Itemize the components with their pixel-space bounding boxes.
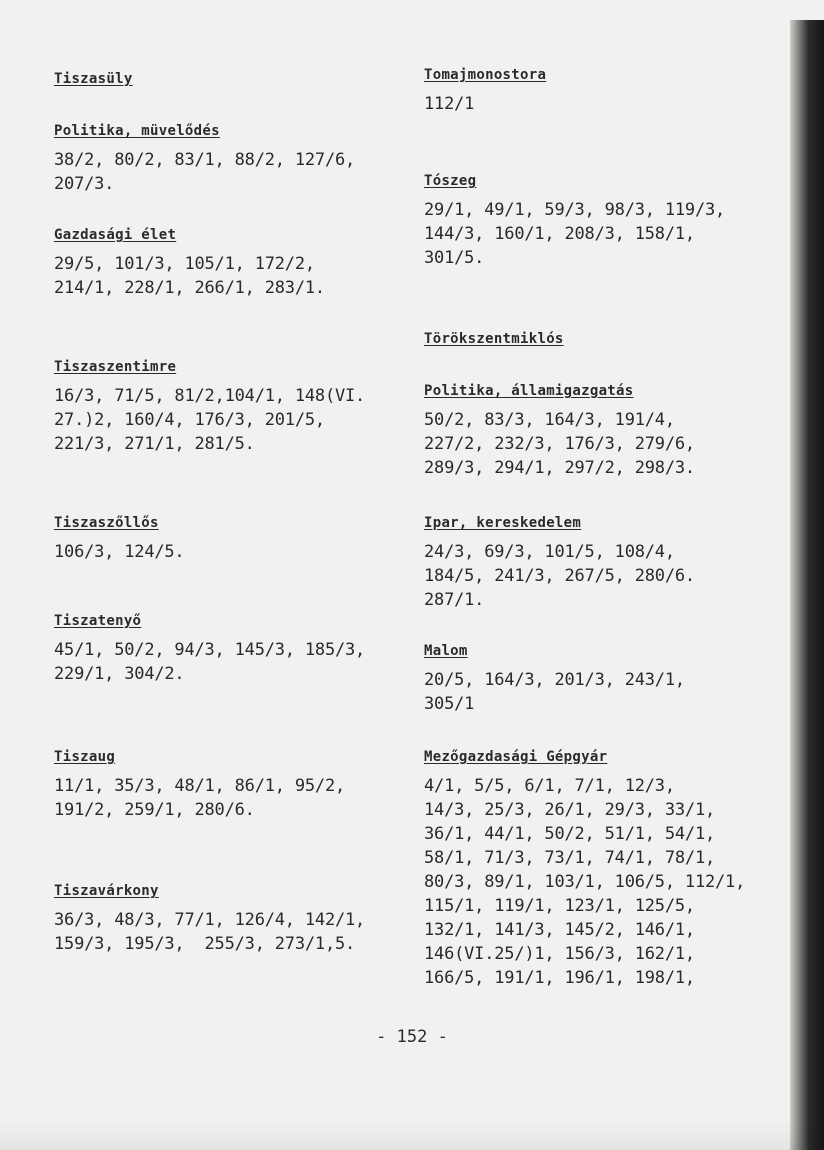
index-entry-malom (424, 640, 685, 716)
page-reference-line: 14/3, 25/3, 26/1, 29/3, 33/1, (424, 800, 716, 820)
index-entry-ipar-kereskedelem (424, 512, 695, 612)
page-reference-line: 159/3, 195/3, 255/3, 273/1,5. (54, 934, 356, 954)
index-entry-tiszasuly (54, 68, 133, 96)
index-entry-politika-muvelodes (54, 120, 355, 196)
entry-heading: Tiszaug (54, 749, 116, 765)
page-reference-line: 301/5. (424, 248, 485, 268)
page-reference-line: 24/3, 69/3, 101/5, 108/4, (424, 542, 675, 562)
page-edge-shadow (790, 20, 824, 1150)
entry-heading: Tomajmonostora (424, 67, 547, 83)
page-reference-line: 289/3, 294/1, 297/2, 298/3. (424, 458, 695, 478)
entry-heading: Ipar, kereskedelem (424, 515, 582, 531)
page-reference-line: 112/1 (424, 94, 475, 114)
page-reference-line: 50/2, 83/3, 164/3, 191/4, (424, 410, 675, 430)
index-entry-politika-allamigazgatas (424, 380, 695, 480)
index-entry-tomajmonostora (424, 64, 546, 116)
page-reference-line: 80/3, 89/1, 103/1, 106/5, 112/1, (424, 872, 746, 892)
page-reference-line: 287/1. (424, 590, 485, 610)
page-reference-line: 214/1, 228/1, 266/1, 283/1. (54, 278, 325, 298)
entry-heading: Törökszentmiklós (424, 331, 564, 347)
page-reference-line: 27.)2, 160/4, 176/3, 201/5, (54, 410, 325, 430)
index-entry-tiszatenyo (54, 610, 365, 686)
page-reference-line: 207/3. (54, 174, 115, 194)
page-reference-line: 29/1, 49/1, 59/3, 98/3, 119/3, (424, 200, 726, 220)
page-reference-line: 184/5, 241/3, 267/5, 280/6. (424, 566, 695, 586)
entry-heading: Gazdasági élet (54, 227, 177, 243)
entry-heading: Tószeg (424, 173, 477, 189)
page-reference-line: 106/3, 124/5. (54, 542, 185, 562)
page-reference-line: 146(VI.25/)1, 156/3, 162/1, (424, 944, 695, 964)
page-reference-line: 20/5, 164/3, 201/3, 243/1, (424, 670, 685, 690)
page-reference-line: 132/1, 141/3, 145/2, 146/1, (424, 920, 695, 940)
page-reference-line: 11/1, 35/3, 48/1, 86/1, 95/2, (54, 776, 346, 796)
index-entry-tiszaszollos (54, 512, 184, 564)
page-reference-line: 166/5, 191/1, 196/1, 198/1, (424, 968, 695, 988)
page-reference-line: 191/2, 259/1, 280/6. (54, 800, 255, 820)
page-number: - 152 - (376, 1027, 448, 1047)
entry-heading: Tiszaszentimre (54, 359, 177, 375)
page-reference-line: 227/2, 232/3, 176/3, 279/6, (424, 434, 695, 454)
page-reference-line: 221/3, 271/1, 281/5. (54, 434, 255, 454)
index-entry-tiszaug (54, 746, 345, 822)
entry-heading: Mezőgazdasági Gépgyár (424, 749, 608, 765)
page-reference-line: 36/1, 44/1, 50/2, 51/1, 54/1, (424, 824, 716, 844)
page-reference-line: 36/3, 48/3, 77/1, 126/4, 142/1, (54, 910, 366, 930)
entry-heading: Politika, államigazgatás (424, 383, 634, 399)
entry-heading: Politika, müvelődés (54, 123, 220, 139)
index-entry-tiszaszentimre (54, 356, 365, 456)
page-reference-line: 4/1, 5/5, 6/1, 7/1, 12/3, (424, 776, 675, 796)
page-reference-line: 305/1 (424, 694, 475, 714)
entry-heading: Tiszavárkony (54, 883, 159, 899)
index-entry-toszeg (424, 170, 725, 270)
page-reference-line: 38/2, 80/2, 83/1, 88/2, 127/6, (54, 150, 356, 170)
index-entry-gazdasagi-elet (54, 224, 325, 300)
index-entry-mezogazdasagi-gepgyar (424, 746, 745, 990)
page-reference-line: 29/5, 101/3, 105/1, 172/2, (54, 254, 315, 274)
entry-heading: Tiszatenyő (54, 613, 142, 629)
index-entry-torokszentmiklos (424, 328, 564, 356)
entry-heading: Malom (424, 643, 468, 659)
page-reference-line: 58/1, 71/3, 73/1, 74/1, 78/1, (424, 848, 716, 868)
page-reference-line: 144/3, 160/1, 208/3, 158/1, (424, 224, 695, 244)
page-reference-line: 229/1, 304/2. (54, 664, 185, 684)
page-reference-line: 115/1, 119/1, 123/1, 125/5, (424, 896, 695, 916)
index-entry-tiszavarkony (54, 880, 365, 956)
entry-heading: Tiszaszőllős (54, 515, 159, 531)
entry-heading: Tiszasüly (54, 71, 133, 87)
page-reference-line: 45/1, 50/2, 94/3, 145/3, 185/3, (54, 640, 366, 660)
page-reference-line: 16/3, 71/5, 81/2,104/1, 148(VI. (54, 386, 366, 406)
